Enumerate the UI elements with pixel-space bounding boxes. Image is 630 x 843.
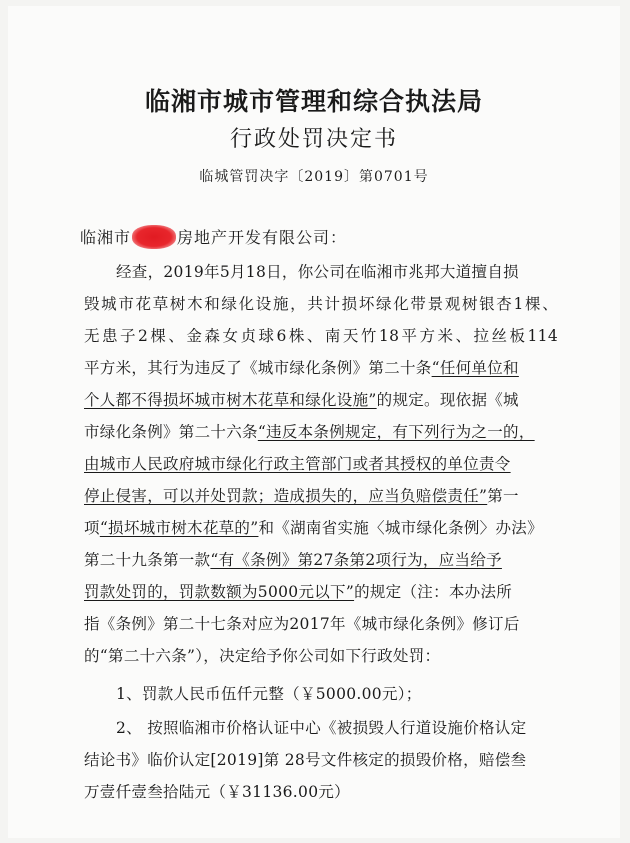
- body-line: [84, 356, 558, 378]
- recipient-prefix: 临湘市: [80, 228, 132, 247]
- quoted-clause: 停止侵害，可以并处罚款；造成损失的，应当负赔偿责任”: [84, 487, 488, 505]
- body-line: [84, 580, 558, 602]
- body-line: [84, 420, 558, 442]
- quoted-clause: 罚款处罚的，罚款数额为5000元以下”: [84, 583, 355, 601]
- body-text: 的规定。现依据《城: [376, 391, 519, 409]
- quoted-clause: “任何单位和: [431, 359, 519, 377]
- body-line: 指《条例》第二十七条对应为2017年《城市绿化条例》修订后: [84, 615, 520, 633]
- body-text: 平方米，其行为违反了《城市绿化条例》第二十条: [84, 359, 432, 377]
- document-type: 行政处罚决定书: [229, 127, 398, 152]
- redaction-seal-mark: [132, 225, 176, 249]
- quoted-clause: 由城市人民政府城市绿化行政主管部门或者其授权的单位责令: [84, 455, 511, 473]
- recipient-line: [80, 225, 347, 249]
- body-line: 万壹仟壹叁拾陆元（￥31136.00元）: [84, 783, 350, 801]
- body-line: [84, 516, 558, 538]
- body-text: 和《湖南省实施〈城市绿化条例〉办法》: [258, 519, 543, 537]
- recipient-suffix: 房地产开发有限公司：: [177, 228, 348, 247]
- body-line: 的“第二十六条”），决定给予你公司如下行政处罚：: [84, 647, 441, 665]
- body-text: 市绿化条例》第二十六条: [84, 423, 258, 441]
- body-text: 项: [84, 519, 100, 537]
- body-line: 毁城市花草树木和绿化设施，共计损坏绿化带景观树银杏1棵、: [84, 295, 558, 313]
- body-text: 第一: [487, 487, 519, 505]
- body-text: 第二十九条第一款: [84, 551, 211, 569]
- quoted-clause: “损坏城市树木花草的”: [99, 519, 259, 537]
- quoted-clause: 个人都不得损坏城市树木花草和绿化设施”: [84, 391, 377, 409]
- body-line: 结论书》临价认定[2019]第 28号文件核定的损毁价格，赔偿叁: [84, 751, 527, 769]
- quoted-clause: “违反本条例规定，有下列行为之一的，: [257, 423, 535, 441]
- penalty-item-2: 2、 按照临湘市价格认证中心《被损毁人行道设施价格认定: [116, 719, 527, 737]
- document-page: [8, 6, 620, 838]
- body-line: [84, 484, 558, 506]
- body-line: 经查，2019年5月18日，你公司在临湘市兆邦大道擅自损: [116, 263, 519, 281]
- document-number: 临城管罚决字〔2019〕第0701号: [199, 169, 429, 185]
- quoted-clause: “有《条例》第27条第2项行为，应当给予: [210, 551, 502, 569]
- body-line: [84, 388, 558, 410]
- body-line: 无患子2棵、金森女贞球6株、南天竹18平方米、拉丝板114: [84, 327, 558, 345]
- penalty-item-1: 1、罚款人民币伍仟元整（￥5000.00元）；: [116, 685, 422, 703]
- body-text: 的规定（注：本办法所: [354, 583, 513, 601]
- body-line: [84, 452, 558, 474]
- body-line: [84, 548, 558, 570]
- issuing-authority: 临湘市城市管理和综合执法局: [144, 87, 483, 116]
